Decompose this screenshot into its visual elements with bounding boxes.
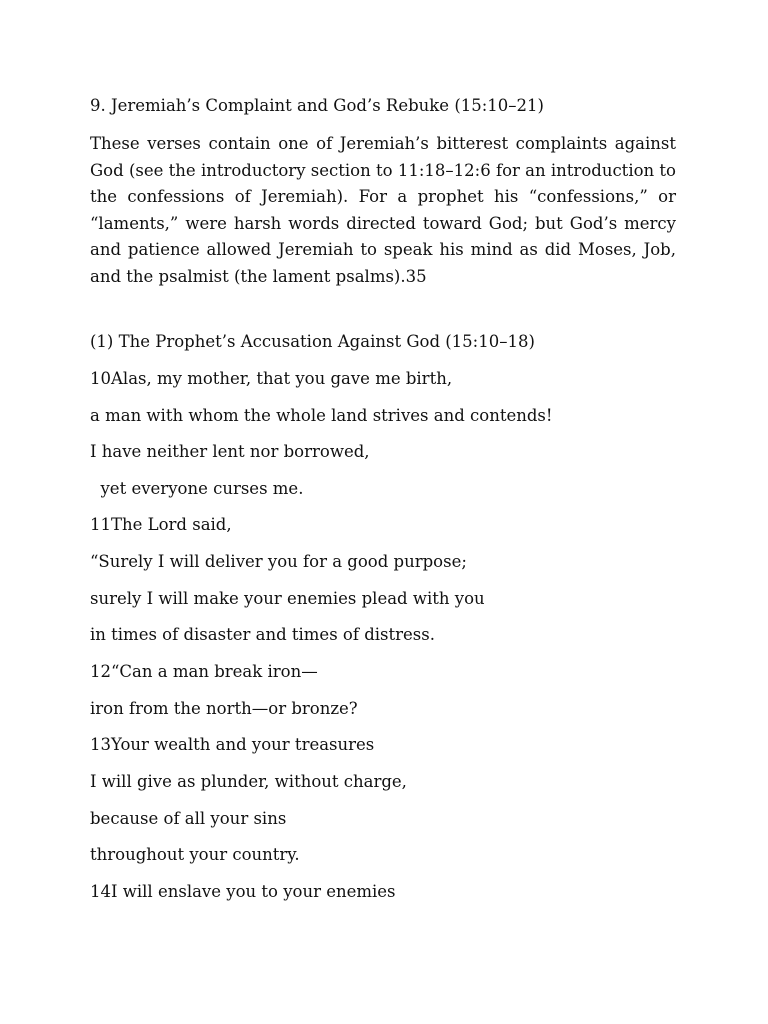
- verse-line: “Surely I will deliver you for a good purpose;: [90, 552, 467, 571]
- subsection-heading: (1) The Prophet’s Accusation Against God (15:10–18): [90, 332, 535, 351]
- verse-line: a man with whom the whole land strives and contends!: [90, 406, 553, 425]
- verse-line: yet everyone curses me.: [90, 479, 304, 498]
- intro-paragraph: These verses contain one of Jeremiah’s bitterest complaints against God (see the introductory section to 11:18–12:6 for an introduction to the confessions of Jeremiah). For a prophet his “confessions,” or “laments,” were harsh words directed toward God; but God’s mercy and patience allowed Jeremiah to speak his mind as did Moses, Job, and the psalmist (the lament psalms).35: [90, 134, 676, 286]
- verse-line: in times of disaster and times of distress.: [90, 625, 435, 644]
- verse-line: iron from the north—or bronze?: [90, 699, 358, 718]
- verse-line: surely I will make your enemies plead with you: [90, 589, 485, 608]
- verse-line: throughout your country.: [90, 845, 300, 864]
- verse-line: 10Alas, my mother, that you gave me birth,: [90, 369, 453, 388]
- verse-line: 11The Lord said,: [90, 515, 232, 534]
- verse-line: I will give as plunder, without charge,: [90, 772, 407, 791]
- verse-line: 13Your wealth and your treasures: [90, 735, 375, 754]
- verse-line: I have neither lent nor borrowed,: [90, 442, 370, 461]
- section-heading: 9. Jeremiah’s Complaint and God’s Rebuke (15:10–21): [90, 96, 544, 115]
- verse-line: 14I will enslave you to your enemies: [90, 882, 396, 901]
- verse-line: 12“Can a man break iron—: [90, 662, 318, 681]
- verse-line: because of all your sins: [90, 809, 287, 828]
